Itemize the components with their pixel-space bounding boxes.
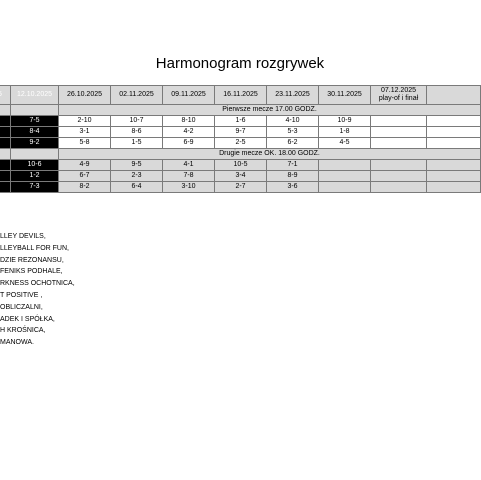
- match-cell: 8-10: [163, 116, 215, 127]
- date-cell: 30.11.2025: [319, 86, 371, 105]
- match-row: [0, 138, 481, 149]
- section-row: [0, 149, 481, 160]
- team-item: FENIKS PODHALE,: [0, 268, 63, 276]
- match-cell: 2-3: [111, 171, 163, 182]
- section-label: Pierwsze mecze 17.00 GODZ.: [59, 105, 481, 116]
- match-cell: 4-10: [267, 116, 319, 127]
- match-cell: 2-10: [59, 116, 111, 127]
- empty-cell: [371, 171, 427, 182]
- team-item: ADEK I SPÓŁKA,: [0, 315, 55, 323]
- empty-cell: [427, 182, 481, 193]
- match-cell: 9-7: [215, 127, 267, 138]
- empty-cell: [427, 160, 481, 171]
- match-row: [0, 160, 481, 171]
- match-row: [0, 182, 481, 193]
- match-cell: 4-5: [319, 138, 371, 149]
- match-cell: 1-6: [215, 116, 267, 127]
- empty-cell: [371, 138, 427, 149]
- empty-cell: [427, 86, 481, 105]
- date-header-row: [0, 86, 481, 105]
- match-cell: 6-7: [59, 171, 111, 182]
- date-cell: 09.11.2025: [163, 86, 215, 105]
- match-cell: 7-3: [11, 182, 59, 193]
- match-cell: 6-4: [111, 182, 163, 193]
- date-cell: [0, 86, 11, 105]
- match-cell: 6-2: [267, 138, 319, 149]
- match-cell: 10-9: [319, 116, 371, 127]
- match-cell: 8-2: [59, 182, 111, 193]
- schedule-table-wrap: [0, 85, 480, 193]
- match-cell: 2-5: [215, 138, 267, 149]
- team-item: DZIE REZONANSU,: [0, 256, 64, 264]
- empty-cell: [0, 149, 11, 160]
- match-cell: 7-5: [11, 116, 59, 127]
- final-label: play-of i finał: [378, 95, 419, 102]
- empty-cell: [427, 171, 481, 182]
- match-cell: 3-1: [59, 127, 111, 138]
- match-cell: 9-5: [111, 160, 163, 171]
- match-row: [0, 127, 481, 138]
- empty-cell: [319, 182, 371, 193]
- empty-cell: [427, 116, 481, 127]
- match-row: [0, 116, 481, 127]
- team-item: H KROŚNICA,: [0, 327, 46, 335]
- match-cell: 8-9: [267, 171, 319, 182]
- empty-cell: [0, 105, 11, 116]
- match-cell: 9-2: [11, 138, 59, 149]
- match-cell: 7-8: [163, 171, 215, 182]
- team-item: OBLICZALNI,: [0, 303, 43, 311]
- team-list: [0, 231, 75, 349]
- empty-cell: [371, 127, 427, 138]
- empty-cell: [319, 160, 371, 171]
- empty-cell: [11, 149, 59, 160]
- match-cell: 4-1: [163, 160, 215, 171]
- schedule-table: [0, 85, 481, 193]
- team-item: MANOWA.: [0, 339, 34, 347]
- empty-cell: [371, 116, 427, 127]
- final-date: 07.12.2025: [380, 87, 417, 94]
- team-item: LLEY DEVILS,: [0, 233, 46, 240]
- match-cell: 8-6: [111, 127, 163, 138]
- date-cell: 02.11.2025: [111, 86, 163, 105]
- empty-cell: [371, 160, 427, 171]
- date-cell: 12.10.2025: [11, 86, 59, 105]
- empty-cell: [427, 138, 481, 149]
- match-cell: 4-9: [59, 160, 111, 171]
- empty-cell: [371, 182, 427, 193]
- match-cell: 10-5: [215, 160, 267, 171]
- match-cell: 1-5: [111, 138, 163, 149]
- section-label: Drugie mecze OK. 18.00 GODZ.: [59, 149, 481, 160]
- empty-cell: [0, 160, 11, 171]
- empty-cell: [0, 116, 11, 127]
- date-cell: 26.10.2025: [59, 86, 111, 105]
- page-title: Harmonogram rozgrywek: [155, 55, 325, 72]
- team-item: RKNESS OCHOTNICA,: [0, 280, 75, 288]
- empty-cell: [11, 105, 59, 116]
- match-cell: 1-8: [319, 127, 371, 138]
- match-cell: 6-9: [163, 138, 215, 149]
- empty-cell: [0, 138, 11, 149]
- empty-cell: [0, 127, 11, 138]
- match-cell: 7-1: [267, 160, 319, 171]
- empty-cell: [0, 182, 11, 193]
- team-item: LLEYBALL FOR FUN,: [0, 244, 69, 252]
- date-cell: 16.11.2025: [215, 86, 267, 105]
- match-cell: 5-3: [267, 127, 319, 138]
- match-cell: 10-7: [111, 116, 163, 127]
- match-cell: 10-6: [11, 160, 59, 171]
- match-cell: 3-4: [215, 171, 267, 182]
- match-cell: 3-6: [267, 182, 319, 193]
- section-row: [0, 105, 481, 116]
- empty-cell: [0, 171, 11, 182]
- empty-cell: [319, 171, 371, 182]
- match-cell: 5-8: [59, 138, 111, 149]
- match-row: [0, 171, 481, 182]
- match-cell: 2-7: [215, 182, 267, 193]
- date-cell: 23.11.2025: [267, 86, 319, 105]
- match-cell: 8-4: [11, 127, 59, 138]
- empty-cell: [427, 127, 481, 138]
- match-cell: 4-2: [163, 127, 215, 138]
- match-cell: 1-2: [11, 171, 59, 182]
- match-cell: 3-10: [163, 182, 215, 193]
- team-item: T POSITIVE ,: [0, 291, 43, 299]
- date-cell-final: [371, 86, 427, 105]
